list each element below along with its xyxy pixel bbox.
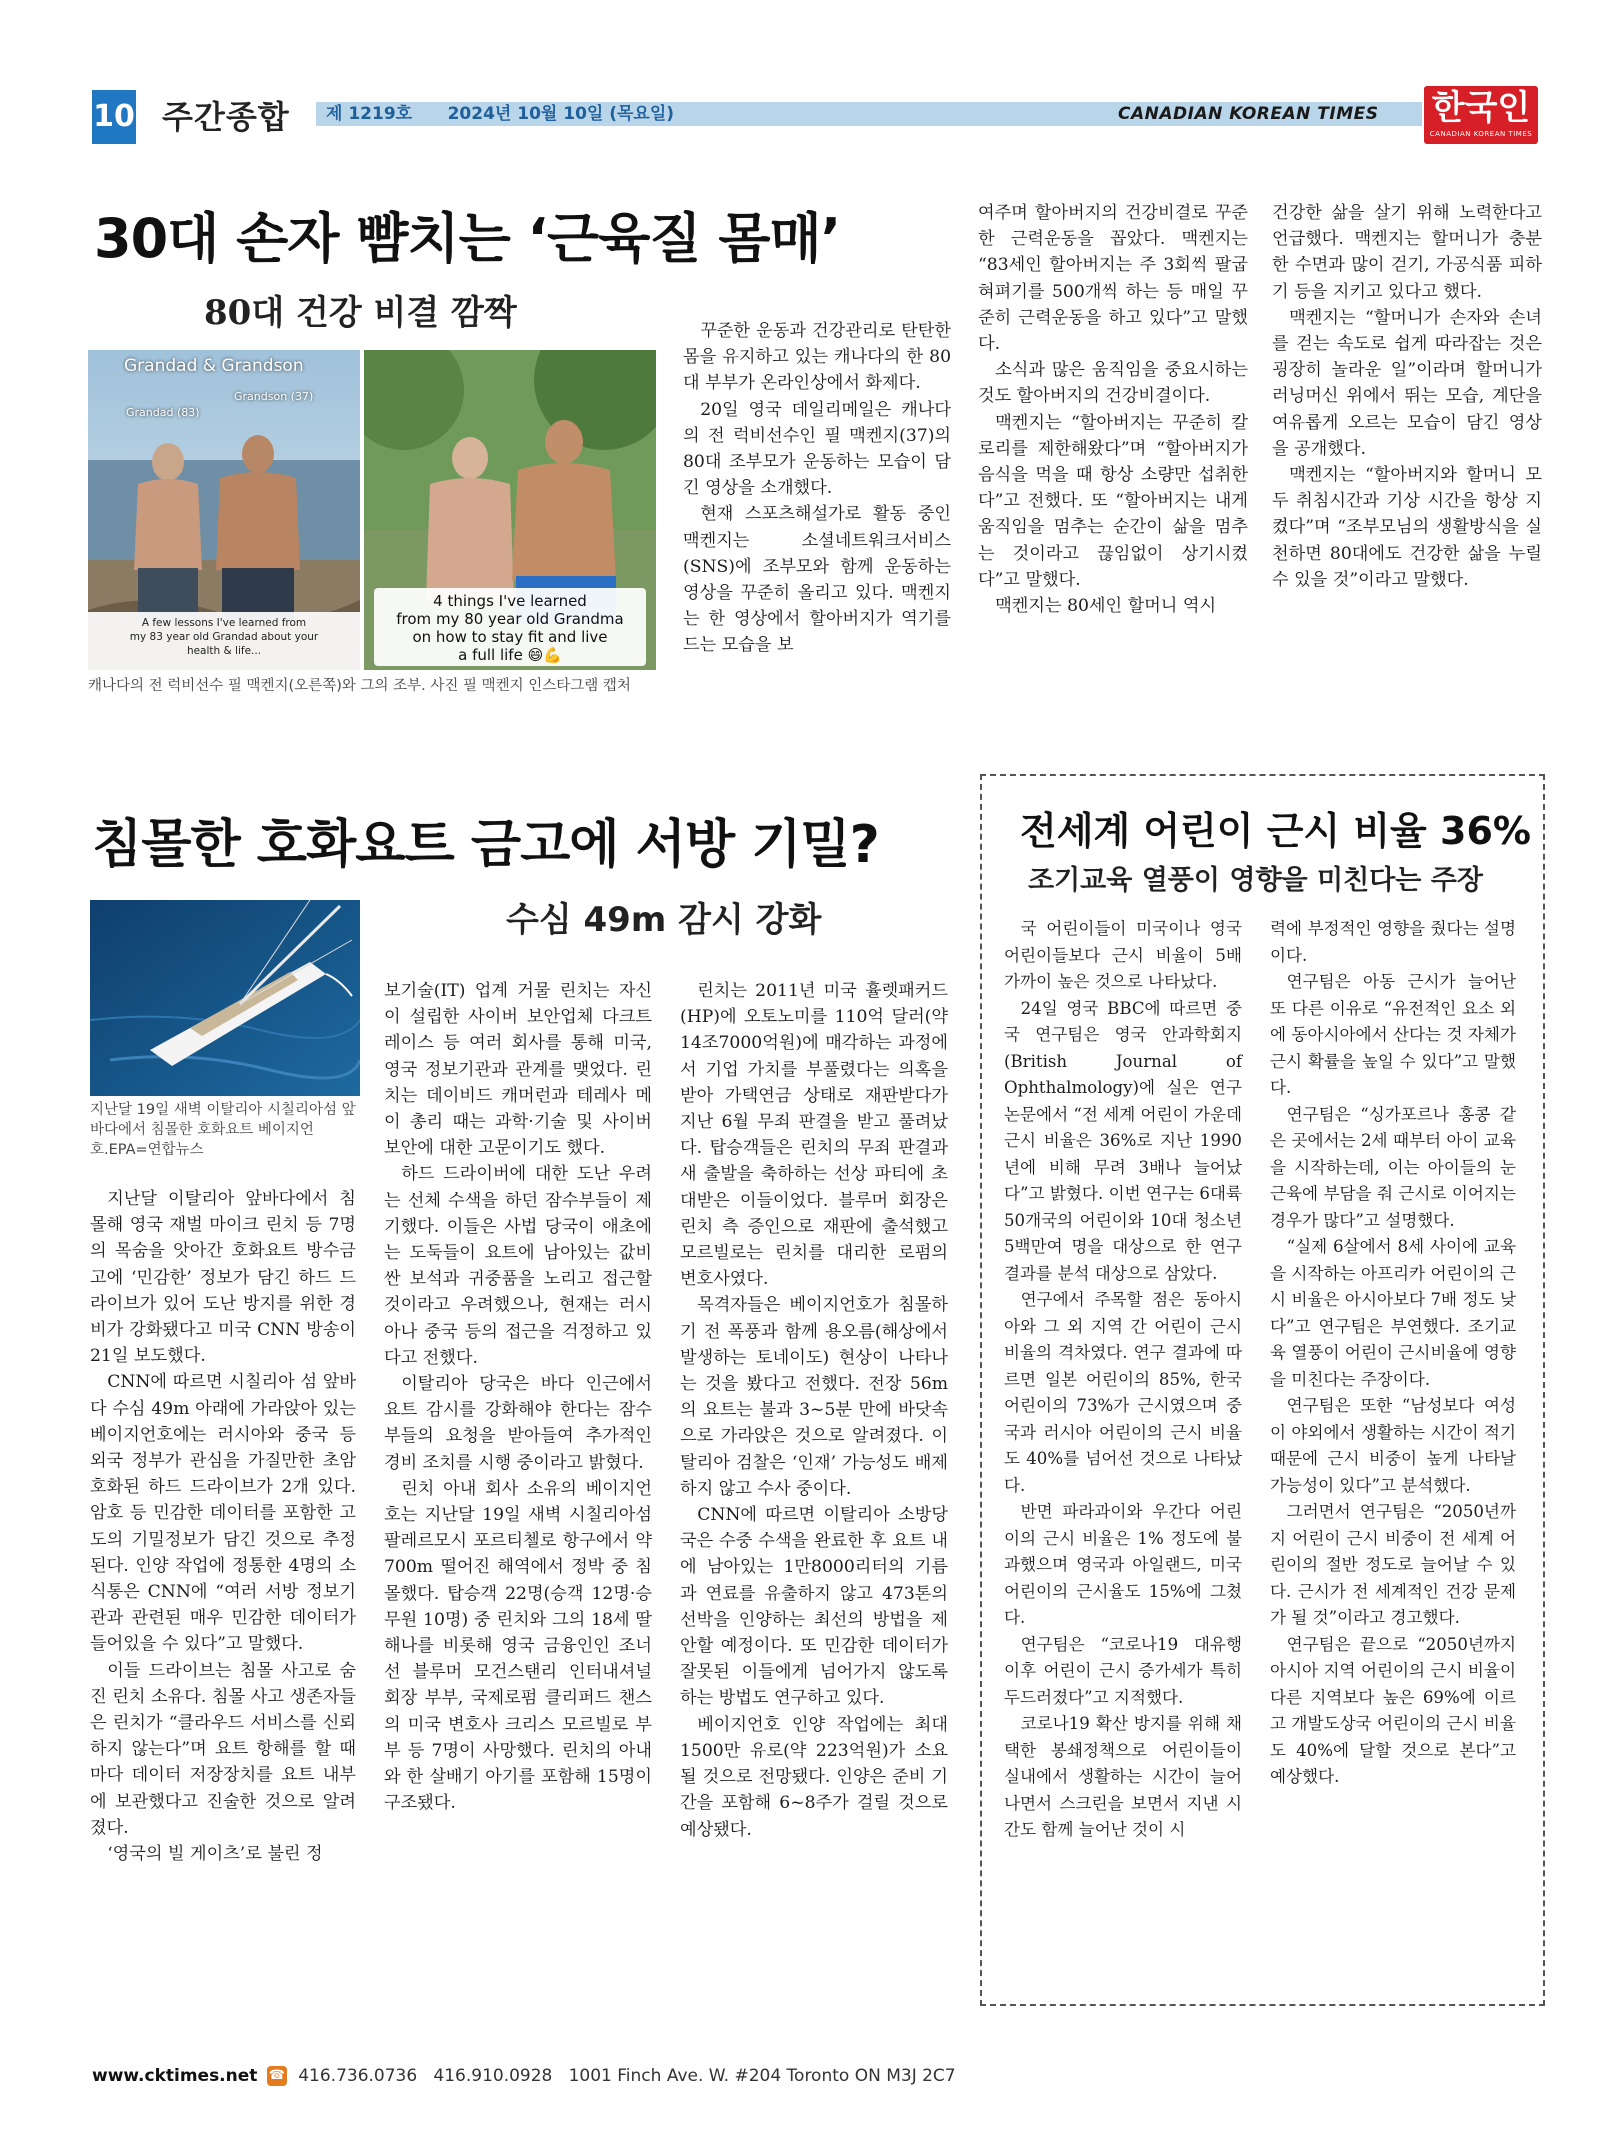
footer bbox=[92, 2062, 956, 2090]
article3-column-2 bbox=[1270, 916, 1516, 1791]
article1-photo-left bbox=[88, 350, 360, 670]
article1-subhead: 80대 건강 비결 깜짝 bbox=[204, 293, 517, 333]
paragraph: ‘영국의 빌 게이츠’로 불린 정 bbox=[107, 1844, 323, 1865]
article1-caption: 캐나다의 전 럭비선수 필 맥켄지(오른쪽)와 그의 조부. 사진 필 맥켄지 인스타그램 캡처 bbox=[88, 678, 631, 694]
paragraph: 력에 부정적인 영향을 줬다는 설명이다. bbox=[1270, 919, 1516, 965]
photo-label-grandson: Grandson (37) bbox=[234, 390, 314, 403]
section-name: 주간종합 bbox=[162, 98, 290, 136]
paragraph: 린치는 2011년 미국 휼렛패커드(HP)에 오토노미를 110억 달러(약 14조7000억원)에 매각하는 과정에서 기업 가치를 부풀렸다는 의혹을 받아 가택연금 상태로 재판받다가 지난 6월 무죄 판결을 받고 풀려났다. 탑승객들은 린치의 무죄 판결과 새 출발을 축하하는 선상 파티에 초대받은 이들이었다. 블루머 회장은 린치 측 증인으로 재판에 출석했고 모르빌로는 린치를 대리한 로펌의 변호사였다. bbox=[680, 981, 948, 1290]
paragraph: 반면 파라과이와 우간다 어린이의 근시 비율은 1% 정도에 불과했으며 영국과 아일랜드, 미국 어린이의 근시율도 15%에 그쳤다. bbox=[1004, 1502, 1242, 1627]
paragraph: 연구팀은 또한 “남성보다 여성이 야외에서 생활하는 시간이 적기 때문에 근시 비중이 높게 나타날 가능성이 있다”고 분석했다. bbox=[1270, 1396, 1516, 1495]
paragraph: 베이지언호 인양 작업에는 최대 1500만 유로(약 223억원)가 소요될 것으로 전망됐다. 인양은 준비 기간을 포함해 6~8주가 걸릴 것으로 예상됐다. bbox=[680, 1714, 948, 1840]
article3-subhead: 조기교육 열풍이 영향을 미친다는 주장 bbox=[1028, 865, 1483, 896]
paragraph: 맥켄지는 “할머니가 손자와 손녀를 걷는 속도로 쉽게 따라잡는 것은 굉장히 놀라운 일”이라며 할머니가 러닝머신 위에서 뛰는 모습, 계단을 여유롭게 오르는 모습이 담긴 영상을 공개했다. bbox=[1272, 307, 1542, 459]
paper-name-english: CANADIAN KOREAN TIMES bbox=[1118, 104, 1379, 124]
paragraph: 24일 영국 BBC에 따르면 중국 연구팀은 영국 안과학회지(British Journal of Ophthalmology)에 실은 연구논문에서 “전 세계 어린이 가운데 근시 비율은 36%로 지난 1990년에 비해 무려 3배나 늘어났다”고 밝혔다. 이번 연구는 6대륙 50개국의 어린이와 10대 청소년 5백만여 명을 대상으로 한 연구 결과를 분석 대상으로 삼았다. bbox=[1004, 998, 1242, 1283]
article3-headline: 전세계 어린이 근시 비율 36% bbox=[1020, 809, 1531, 853]
paragraph: 이탈리아 당국은 바다 인근에서 요트 감시를 강화해야 한다는 잠수부들의 요청을 받아들여 추가적인 경비 조치를 시행 중이라고 밝혔다. bbox=[384, 1374, 652, 1473]
paragraph: 꾸준한 운동과 건강관리로 탄탄한 몸을 유지하고 있는 캐나다의 한 80대 부부가 온라인상에서 화제다. bbox=[683, 321, 951, 394]
footer-website[interactable]: www.cktimes.net bbox=[92, 2066, 258, 2086]
page-number: 10 bbox=[92, 90, 136, 144]
photo-left-line1: A few lessons I've learned from bbox=[141, 617, 307, 629]
issue-number: 제 1219호 bbox=[326, 104, 413, 124]
paragraph: 맥켄지는 “할아버지와 할머니 모두 취침시간과 기상 시간을 항상 지켰다”며 “조부모님의 생활방식을 실천하면 80대에도 건강한 삶을 누릴 수 있을 것”이라고 말했다. bbox=[1272, 465, 1542, 590]
article2-column-1 bbox=[90, 1186, 356, 1867]
paragraph: 건강한 삶을 살기 위해 노력한다고 언급했다. 맥켄지는 할머니가 충분한 수면과 많이 걷기, 가공식품 피하기 등을 지키고 있다고 했다. bbox=[1272, 203, 1542, 302]
photo-right-line4: a full life 😄💪 bbox=[458, 646, 562, 664]
article1-column-1 bbox=[683, 318, 951, 659]
paragraph: 연구팀은 “싱가포르나 홍콩 같은 곳에서는 2세 때부터 아이 교육을 시작하는데, 이는 아이들의 눈 근육에 부담을 줘 근시로 이어지는 경우가 많다”고 설명했다. bbox=[1270, 1104, 1516, 1230]
article1-headline: 30대 손자 뺨치는 ‘근육질 몸매’ bbox=[94, 207, 841, 270]
article1-column-2 bbox=[978, 200, 1248, 619]
phone-icon: ☎ bbox=[267, 2066, 287, 2086]
paragraph: 여주며 할아버지의 건강비결로 꾸준한 근력운동을 꼽았다. 맥켄지는 “83세인 할아버지는 주 3회씩 팔굽혀펴기를 500개씩 하는 등 매일 꾸준히 근력운동을 하고 있다”고 말했다. bbox=[978, 203, 1248, 355]
paragraph: 그러면서 연구팀은 “2050년까지 어린이 근시 비중이 전 세계 어린이의 절반 정도로 늘어날 수 있다. 근시가 전 세계적인 건강 문제가 될 것”이라고 경고했다. bbox=[1270, 1502, 1516, 1627]
article1-column-3 bbox=[1272, 200, 1542, 593]
paragraph: 맥켄지는 “할아버지는 꾸준히 칼로리를 제한해왔다”며 “할아버지가 음식을 먹을 때 항상 소량만 섭취한다”고 전했다. 또 “할아버지는 내게 움직임을 멈추는 순간이 삶을 멈추는 것이라고 끊임없이 상기시켰다”고 말했다. bbox=[978, 412, 1248, 590]
newspaper-logo bbox=[1424, 86, 1538, 144]
article2-column-2 bbox=[384, 978, 652, 1817]
article3-column-1 bbox=[1004, 916, 1242, 1844]
article2-caption: 지난달 19일 새벽 이탈리아 시칠리아섬 앞바다에서 침몰한 호화요트 베이지언호.EPA=연합뉴스 bbox=[90, 1102, 356, 1158]
paragraph: 린치 아내 회사 소유의 베이지언호는 지난달 19일 새벽 시칠리아섬 팔레르모시 포르티첼로 항구에서 약 700m 떨어진 해역에서 정박 중 침몰했다. 탑승객 22명(승객 12명·승무원 10명) 중 린치와 그의 18세 딸 해나를 비롯해 영국 금융인인 조너선 블루머 모건스탠리 인터내셔널 회장 부부, 국제로펌 클리퍼드 챈스의 미국 변호사 크리스 모르빌로 부부 등 7명이 사망했다. 린치의 아내와 한 살배기 아기를 포함해 15명이 구조됐다. bbox=[384, 1478, 652, 1814]
article2-photo-yacht bbox=[90, 900, 360, 1096]
paragraph: 지난달 이탈리아 앞바다에서 침몰해 영국 재벌 마이크 린치 등 7명의 목숨을 앗아간 호화요트 방수금고에 ‘민감한’ 정보가 담긴 하드 드라이브가 있어 도난 방지를 위한 경비가 강화됐다고 미국 CNN 방송이 21일 보도했다. bbox=[90, 1189, 356, 1367]
paragraph: 코로나19 확산 방지를 위해 채택한 봉쇄정책으로 어린이들이 실내에서 생활하는 시간이 늘어나면서 스크린을 보면서 지낸 시간도 함께 늘어난 것이 시 bbox=[1004, 1714, 1242, 1839]
photo-left-line3: health & life... bbox=[186, 645, 262, 657]
article2-headline: 침몰한 호화요트 금고에 서방 기밀? bbox=[92, 815, 879, 875]
paragraph: 국 어린이들이 미국이나 영국 어린이들보다 근시 비율이 5배 가까이 높은 것으로 나타났다. bbox=[1004, 919, 1242, 991]
paragraph: 현재 스포츠해설가로 활동 중인 맥켄지는 소셜네트워크서비스(SNS)에 조부모와 함께 운동하는 영상을 꾸준히 올리고 있다. 맥켄지는 한 영상에서 할아버지가 역기를 드는 모습을 보 bbox=[683, 504, 951, 656]
paragraph: 보기술(IT) 업계 거물 린치는 자신이 설립한 사이버 보안업체 다크트레이스 등 여러 회사를 통해 미국, 영국 정보기관과 관계를 맺었다. 린치는 데이비드 캐머런과 테레사 메이 총리 때는 과학·기술 및 사이버 보안에 대한 고문이기도 했다. bbox=[384, 981, 652, 1159]
article2-subhead: 수심 49m 감시 강화 bbox=[506, 900, 822, 940]
photo-left-line2: my 83 year old Grandad about your bbox=[129, 631, 319, 643]
photo-label-grandad: Grandad (83) bbox=[126, 406, 200, 419]
paragraph: 연구팀은 “코로나19 대유행 이후 어린이 근시 증가세가 특히 두드러졌다”고 지적했다. bbox=[1004, 1634, 1242, 1707]
paragraph: 이들 드라이브는 침몰 사고로 숨진 린치 소유다. 침몰 사고 생존자들은 린치가 “클라우드 서비스를 신뢰하지 않는다”며 요트 항해를 할 때마다 데이터 저장장치를 요트 내부에 보관했다고 진술한 것으로 알려졌다. bbox=[90, 1660, 356, 1838]
photo-right-line1: 4 things I've learned bbox=[433, 592, 587, 610]
article2-column-3 bbox=[680, 978, 948, 1843]
photo-right-line3: on how to stay fit and live bbox=[412, 628, 608, 646]
paragraph: “실제 6살에서 8세 사이에 교육을 시작하는 아프리카 어린이의 근시 비율은 아시아보다 7배 정도 낮다”고 연구팀은 부연했다. 조기교육 열풍이 어린이 근시비율에 영향을 미친다는 주장이다. bbox=[1270, 1237, 1516, 1389]
paragraph: 연구팀은 끝으로 “2050년까지 아시아 지역 어린이의 근시 비율이 다른 지역보다 높은 69%에 이르고 개발도상국 어린이의 근시 비율도 40%에 달할 것으로 본다”고 예상했다. bbox=[1270, 1634, 1516, 1786]
paragraph: 20일 영국 데일리메일은 캐나다의 전 럭비선수인 필 맥켄지(37)의 80대 조부모가 운동하는 모습이 담긴 영상을 소개했다. bbox=[683, 399, 951, 499]
issue-date: 2024년 10월 10일 (목요일) bbox=[447, 104, 675, 124]
photo-right-line2: from my 80 year old Grandma bbox=[396, 610, 624, 628]
photo-left-title: Grandad & Grandson bbox=[124, 356, 304, 376]
footer-phone-1: 416.736.0736 bbox=[298, 2066, 418, 2086]
paragraph: 맥켄지는 80세인 할머니 역시 bbox=[995, 596, 1217, 617]
paragraph: CNN에 따르면 시칠리아 섬 앞바다 수심 49m 아래에 가라앉아 있는 베이지언호에는 러시아와 중국 등 외국 정부가 관심을 가질만한 초암호화된 하드 드라이브가 2개 있다. 암호 등 민감한 데이터를 포함한 고도의 기밀정보가 담긴 것으로 추정된다. 인양 작업에 정통한 4명의 소식통은 CNN에 “여러 서방 정보기관과 관련된 매우 민감한 데이터가 들어있을 수 있다”고 말했다. bbox=[90, 1372, 356, 1655]
paragraph: 연구에서 주목할 점은 동아시아와 그 외 지역 간 어린이 근시 비율의 격차였다. 연구 결과에 따르면 일본 어린이의 85%, 한국 어린이의 73%가 근시였으며 중국과 러시아 어린이의 근시 비율도 40%를 넘어선 것으로 나타났다. bbox=[1004, 1290, 1242, 1495]
paragraph: CNN에 따르면 이탈리아 소방당국은 수중 수색을 완료한 후 요트 내에 남아있는 1만8000리터의 기름과 연료를 유출하지 않고 473톤의 선박을 인양하는 최선의 방법을 제안할 예정이다. 또 민감한 데이터가 잘못된 이들에게 넘어가지 않도록 하는 방법도 연구하고 있다. bbox=[680, 1505, 948, 1709]
paragraph: 연구팀은 아동 근시가 늘어난 또 다른 이유로 “유전적인 요소 외에 동아시아에서 산다는 것 자체가 근시 확률을 높일 수 있다”고 말했다. bbox=[1270, 972, 1516, 1097]
footer-phone-2: 416.910.0928 bbox=[433, 2066, 553, 2086]
issue-info bbox=[326, 102, 674, 126]
logo-subtext: CANADIAN KOREAN TIMES bbox=[1429, 130, 1533, 138]
paragraph: 소식과 많은 움직임을 중요시하는 것도 할아버지의 건강비결이다. bbox=[978, 360, 1248, 407]
photo-right-overlay-text bbox=[374, 592, 646, 664]
footer-address: 1001 Finch Ave. W. #204 Toronto ON M3J 2C7 bbox=[568, 2066, 956, 2086]
logo-text: 한국인 bbox=[1431, 88, 1531, 128]
photo-left-overlay-text bbox=[88, 616, 360, 658]
paragraph: 목격자들은 베이지언호가 침몰하기 전 폭풍과 함께 용오름(해상에서 발생하는 토네이도) 현상이 나타나는 것을 봤다고 전했다. 전장 56m의 요트는 불과 3~5분 만에 바닷속으로 가라앉은 것으로 알려졌다. 이탈리아 검찰은 ‘인재’ 가능성도 배제하지 않고 수사 중이다. bbox=[680, 1295, 948, 1499]
paragraph: 하드 드라이버에 대한 도난 우려는 선체 수색을 하던 잠수부들이 제기했다. 이들은 사법 당국이 애초에는 도둑들이 요트에 남아있는 값비싼 보석과 귀중품을 노리고 접근할 것이라고 우려했으나, 현재는 러시아나 중국 등의 접근을 걱정하고 있다고 전했다. bbox=[384, 1164, 652, 1368]
article1-photo-right bbox=[364, 350, 656, 670]
